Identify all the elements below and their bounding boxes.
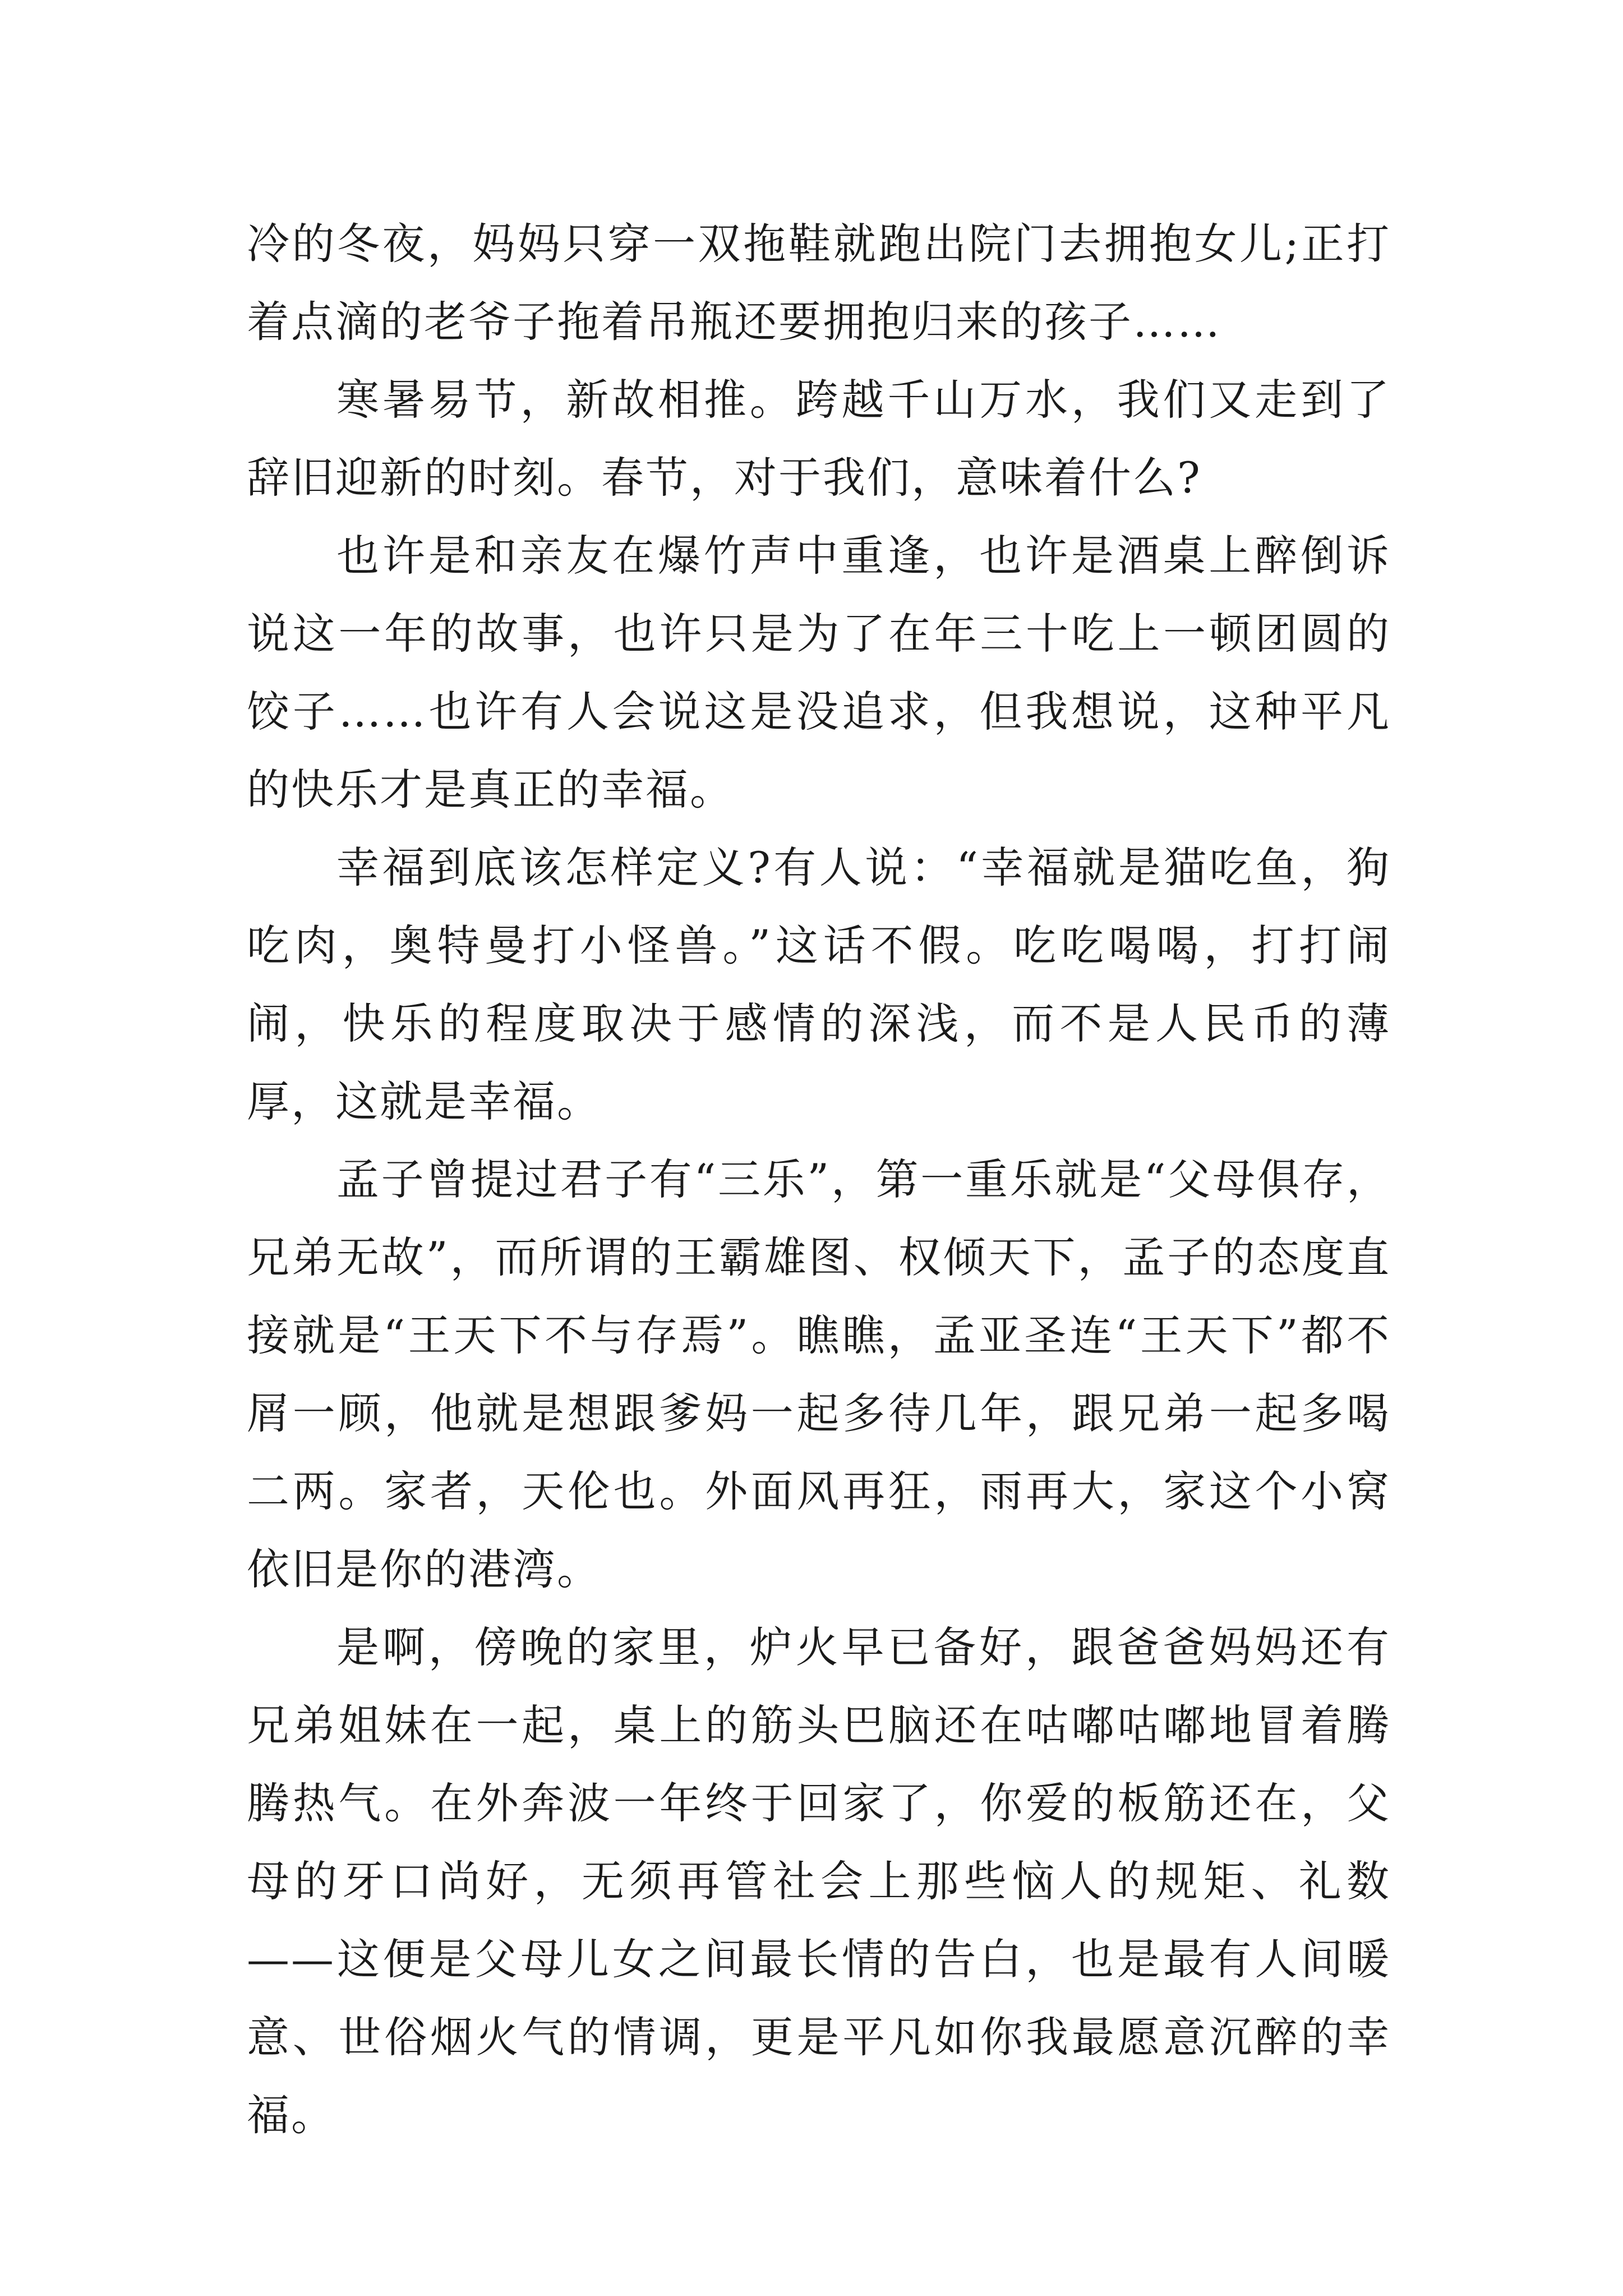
paragraph-3: 也许是和亲友在爆竹声中重逢，也许是酒桌上醉倒诉说这一年的故事，也许只是为了在年三十吃上一顿团圆的饺子……也许有人会说这是没追求，但我想说，这种平凡的快乐才是真正的幸福。 <box>247 531 1391 815</box>
paragraph-1: 冷的冬夜，妈妈只穿一双拖鞋就跑出院门去拥抱女儿;正打着点滴的老爷子拖着吊瓶还要拥抱归来的孩子…… <box>247 219 1391 347</box>
paragraph-2: 寒暑易节，新故相推。跨越千山万水，我们又走到了辞旧迎新的时刻。春节，对于我们，意味着什么? <box>247 375 1391 503</box>
article-body <box>247 205 1391 2154</box>
paragraph-4: 幸福到底该怎样定义?有人说：“幸福就是猫吃鱼，狗吃肉，奥特曼打小怪兽。”这话不假。吃吃喝喝，打打闹闹，快乐的程度取决于感情的深浅，而不是人民币的薄厚，这就是幸福。 <box>247 843 1391 1126</box>
paragraph-6: 是啊，傍晚的家里，炉火早已备好，跟爸爸妈妈还有兄弟姐妹在一起，桌上的筋头巴脑还在咕嘟咕嘟地冒着腾腾热气。在外奔波一年终于回家了，你爱的板筋还在，父母的牙口尚好，无须再管社会上那些恼人的规矩、礼数——这便是父母儿女之间最长情的告白，也是最有人间暖意、世俗烟火气的情调，更是平凡如你我最愿意沉醉的幸福。 <box>247 1622 1391 2140</box>
paragraph-5: 孟子曾提过君子有“三乐”，第一重乐就是“父母俱存，兄弟无故”，而所谓的王霸雄图、权倾天下，孟子的态度直接就是“王天下不与存焉”。瞧瞧，孟亚圣连“王天下”都不屑一顾，他就是想跟爹妈一起多待几年，跟兄弟一起多喝二两。家者，天伦也。外面风再狂，雨再大，家这个小窝依旧是你的港湾。 <box>247 1154 1391 1594</box>
